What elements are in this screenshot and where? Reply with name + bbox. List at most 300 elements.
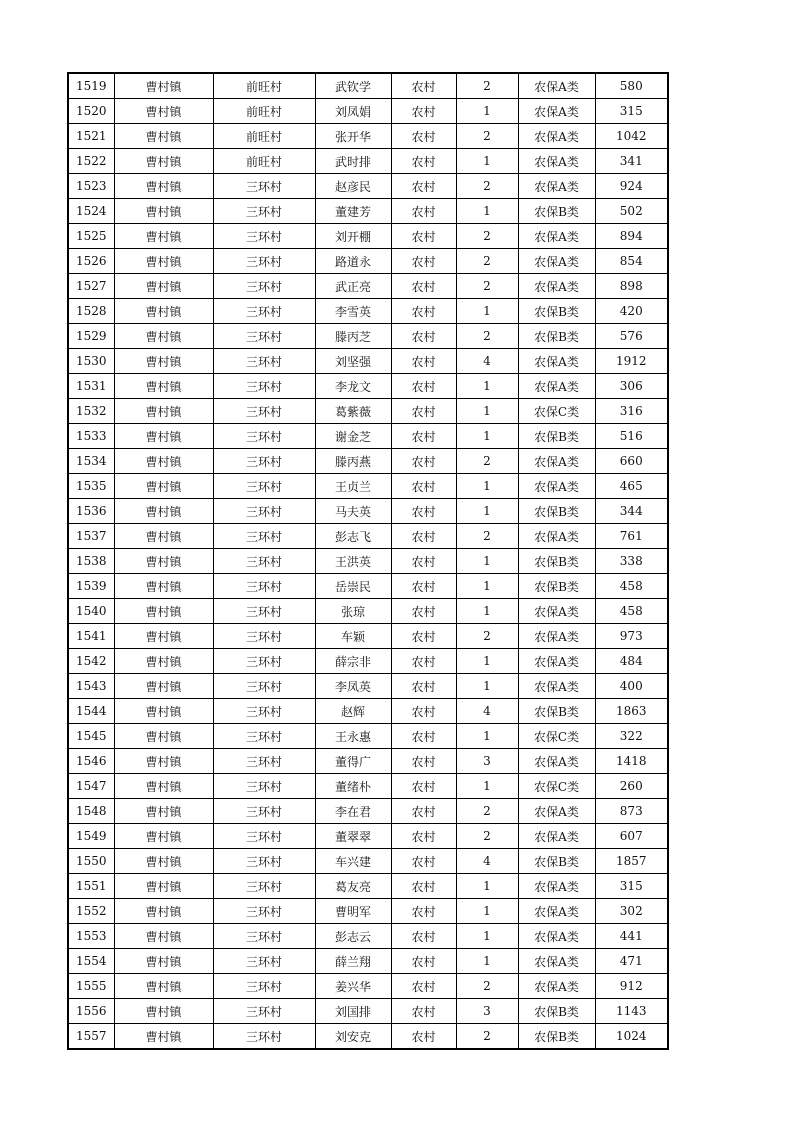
cell-village: 三环村	[213, 449, 315, 474]
cell-name: 刘国排	[315, 999, 391, 1024]
cell-insurance-category: 农保A类	[518, 949, 595, 974]
cell-town: 曹村镇	[114, 199, 213, 224]
cell-insurance-category: 农保A类	[518, 824, 595, 849]
cell-amount: 912	[595, 974, 668, 999]
cell-row-number: 1535	[68, 474, 114, 499]
table-row	[68, 924, 668, 949]
cell-household-type: 农村	[391, 124, 456, 149]
cell-village: 三环村	[213, 899, 315, 924]
cell-town: 曹村镇	[114, 874, 213, 899]
cell-name: 刘安克	[315, 1024, 391, 1050]
cell-amount: 315	[595, 99, 668, 124]
table-row	[68, 749, 668, 774]
cell-town: 曹村镇	[114, 549, 213, 574]
cell-household-type: 农村	[391, 924, 456, 949]
cell-village: 三环村	[213, 974, 315, 999]
cell-member-count: 1	[456, 299, 518, 324]
table-body	[68, 73, 668, 1049]
table-row	[68, 299, 668, 324]
cell-insurance-category: 农保A类	[518, 874, 595, 899]
cell-amount: 341	[595, 149, 668, 174]
cell-name: 刘开棚	[315, 224, 391, 249]
cell-row-number: 1537	[68, 524, 114, 549]
cell-name: 路道永	[315, 249, 391, 274]
cell-village: 三环村	[213, 374, 315, 399]
cell-village: 三环村	[213, 1024, 315, 1050]
cell-town: 曹村镇	[114, 899, 213, 924]
table-row	[68, 224, 668, 249]
cell-amount: 315	[595, 874, 668, 899]
cell-amount: 894	[595, 224, 668, 249]
cell-row-number: 1542	[68, 649, 114, 674]
cell-town: 曹村镇	[114, 449, 213, 474]
cell-amount: 1863	[595, 699, 668, 724]
cell-row-number: 1555	[68, 974, 114, 999]
cell-insurance-category: 农保A类	[518, 349, 595, 374]
cell-insurance-category: 农保B类	[518, 199, 595, 224]
cell-row-number: 1556	[68, 999, 114, 1024]
cell-amount: 1418	[595, 749, 668, 774]
cell-household-type: 农村	[391, 899, 456, 924]
cell-village: 三环村	[213, 999, 315, 1024]
cell-name: 车颖	[315, 624, 391, 649]
cell-town: 曹村镇	[114, 674, 213, 699]
cell-household-type: 农村	[391, 1024, 456, 1050]
cell-insurance-category: 农保C类	[518, 724, 595, 749]
cell-member-count: 4	[456, 699, 518, 724]
cell-amount: 458	[595, 574, 668, 599]
cell-town: 曹村镇	[114, 99, 213, 124]
cell-village: 三环村	[213, 299, 315, 324]
cell-amount: 420	[595, 299, 668, 324]
table-row	[68, 774, 668, 799]
cell-household-type: 农村	[391, 699, 456, 724]
cell-name: 彭志云	[315, 924, 391, 949]
cell-insurance-category: 农保A类	[518, 649, 595, 674]
table-row	[68, 674, 668, 699]
cell-village: 三环村	[213, 824, 315, 849]
table-row	[68, 624, 668, 649]
cell-name: 张开华	[315, 124, 391, 149]
cell-member-count: 1	[456, 674, 518, 699]
cell-member-count: 4	[456, 349, 518, 374]
cell-row-number: 1547	[68, 774, 114, 799]
cell-village: 三环村	[213, 849, 315, 874]
cell-row-number: 1540	[68, 599, 114, 624]
cell-amount: 471	[595, 949, 668, 974]
cell-row-number: 1526	[68, 249, 114, 274]
cell-member-count: 1	[456, 649, 518, 674]
cell-village: 三环村	[213, 474, 315, 499]
cell-insurance-category: 农保A类	[518, 974, 595, 999]
cell-village: 三环村	[213, 649, 315, 674]
cell-village: 三环村	[213, 949, 315, 974]
data-table	[67, 72, 669, 1050]
cell-town: 曹村镇	[114, 174, 213, 199]
cell-village: 三环村	[213, 699, 315, 724]
table-row	[68, 849, 668, 874]
cell-village: 三环村	[213, 524, 315, 549]
cell-town: 曹村镇	[114, 1024, 213, 1050]
cell-village: 三环村	[213, 774, 315, 799]
table-row	[68, 174, 668, 199]
cell-village: 三环村	[213, 749, 315, 774]
cell-village: 三环村	[213, 399, 315, 424]
cell-insurance-category: 农保A类	[518, 274, 595, 299]
table-row	[68, 249, 668, 274]
cell-insurance-category: 农保A类	[518, 124, 595, 149]
cell-row-number: 1531	[68, 374, 114, 399]
cell-town: 曹村镇	[114, 324, 213, 349]
cell-row-number: 1530	[68, 349, 114, 374]
cell-town: 曹村镇	[114, 124, 213, 149]
cell-village: 三环村	[213, 224, 315, 249]
cell-member-count: 2	[456, 124, 518, 149]
cell-amount: 924	[595, 174, 668, 199]
cell-household-type: 农村	[391, 824, 456, 849]
cell-village: 三环村	[213, 349, 315, 374]
cell-town: 曹村镇	[114, 349, 213, 374]
cell-household-type: 农村	[391, 974, 456, 999]
cell-member-count: 2	[456, 274, 518, 299]
cell-village: 三环村	[213, 924, 315, 949]
cell-member-count: 2	[456, 1024, 518, 1050]
cell-village: 前旺村	[213, 99, 315, 124]
cell-member-count: 1	[456, 924, 518, 949]
cell-household-type: 农村	[391, 499, 456, 524]
cell-insurance-category: 农保B类	[518, 1024, 595, 1050]
cell-household-type: 农村	[391, 999, 456, 1024]
cell-name: 曹明军	[315, 899, 391, 924]
cell-amount: 502	[595, 199, 668, 224]
cell-member-count: 2	[456, 799, 518, 824]
table-row	[68, 349, 668, 374]
cell-insurance-category: 农保A类	[518, 624, 595, 649]
cell-member-count: 2	[456, 73, 518, 99]
cell-name: 李凤英	[315, 674, 391, 699]
cell-village: 前旺村	[213, 149, 315, 174]
cell-insurance-category: 农保B类	[518, 299, 595, 324]
cell-village: 三环村	[213, 324, 315, 349]
cell-amount: 607	[595, 824, 668, 849]
cell-amount: 1857	[595, 849, 668, 874]
cell-town: 曹村镇	[114, 73, 213, 99]
cell-member-count: 2	[456, 974, 518, 999]
cell-row-number: 1521	[68, 124, 114, 149]
cell-name: 董得广	[315, 749, 391, 774]
cell-household-type: 农村	[391, 774, 456, 799]
cell-village: 三环村	[213, 799, 315, 824]
cell-name: 赵辉	[315, 699, 391, 724]
cell-row-number: 1545	[68, 724, 114, 749]
table-row	[68, 899, 668, 924]
cell-row-number: 1520	[68, 99, 114, 124]
cell-row-number: 1538	[68, 549, 114, 574]
cell-name: 李雪英	[315, 299, 391, 324]
cell-household-type: 农村	[391, 724, 456, 749]
cell-member-count: 1	[456, 549, 518, 574]
cell-household-type: 农村	[391, 599, 456, 624]
cell-village: 前旺村	[213, 73, 315, 99]
cell-amount: 322	[595, 724, 668, 749]
table-row	[68, 999, 668, 1024]
cell-row-number: 1541	[68, 624, 114, 649]
cell-household-type: 农村	[391, 274, 456, 299]
cell-household-type: 农村	[391, 374, 456, 399]
cell-name: 王永惠	[315, 724, 391, 749]
table-row	[68, 724, 668, 749]
cell-town: 曹村镇	[114, 799, 213, 824]
cell-household-type: 农村	[391, 199, 456, 224]
table-row	[68, 699, 668, 724]
cell-name: 薛宗非	[315, 649, 391, 674]
cell-insurance-category: 农保A类	[518, 149, 595, 174]
cell-insurance-category: 农保A类	[518, 174, 595, 199]
cell-row-number: 1534	[68, 449, 114, 474]
cell-insurance-category: 农保A类	[518, 73, 595, 99]
cell-amount: 580	[595, 73, 668, 99]
cell-row-number: 1519	[68, 73, 114, 99]
cell-insurance-category: 农保A类	[518, 924, 595, 949]
cell-household-type: 农村	[391, 174, 456, 199]
cell-member-count: 3	[456, 749, 518, 774]
cell-insurance-category: 农保C类	[518, 399, 595, 424]
cell-insurance-category: 农保B类	[518, 574, 595, 599]
cell-row-number: 1552	[68, 899, 114, 924]
cell-row-number: 1533	[68, 424, 114, 449]
cell-village: 三环村	[213, 174, 315, 199]
table-row	[68, 199, 668, 224]
cell-household-type: 农村	[391, 799, 456, 824]
cell-name: 武时排	[315, 149, 391, 174]
cell-village: 三环村	[213, 424, 315, 449]
cell-town: 曹村镇	[114, 574, 213, 599]
cell-insurance-category: 农保A类	[518, 749, 595, 774]
cell-town: 曹村镇	[114, 274, 213, 299]
cell-name: 武正亮	[315, 274, 391, 299]
table-row	[68, 524, 668, 549]
cell-amount: 260	[595, 774, 668, 799]
cell-name: 彭志飞	[315, 524, 391, 549]
cell-row-number: 1528	[68, 299, 114, 324]
cell-row-number: 1549	[68, 824, 114, 849]
cell-name: 刘坚强	[315, 349, 391, 374]
table-row	[68, 99, 668, 124]
cell-amount: 761	[595, 524, 668, 549]
cell-member-count: 2	[456, 174, 518, 199]
cell-household-type: 农村	[391, 249, 456, 274]
cell-village: 三环村	[213, 599, 315, 624]
cell-amount: 1042	[595, 124, 668, 149]
cell-town: 曹村镇	[114, 749, 213, 774]
cell-member-count: 2	[456, 224, 518, 249]
cell-insurance-category: 农保B类	[518, 424, 595, 449]
cell-insurance-category: 农保A类	[518, 374, 595, 399]
cell-town: 曹村镇	[114, 724, 213, 749]
cell-town: 曹村镇	[114, 524, 213, 549]
cell-row-number: 1524	[68, 199, 114, 224]
cell-town: 曹村镇	[114, 399, 213, 424]
cell-town: 曹村镇	[114, 699, 213, 724]
cell-village: 三环村	[213, 199, 315, 224]
cell-household-type: 农村	[391, 649, 456, 674]
cell-name: 张琼	[315, 599, 391, 624]
cell-name: 葛友亮	[315, 874, 391, 899]
cell-member-count: 4	[456, 849, 518, 874]
cell-name: 岳崇民	[315, 574, 391, 599]
table-row	[68, 274, 668, 299]
table-row	[68, 974, 668, 999]
table-row	[68, 799, 668, 824]
table-row	[68, 874, 668, 899]
cell-village: 三环村	[213, 274, 315, 299]
cell-household-type: 农村	[391, 349, 456, 374]
cell-household-type: 农村	[391, 849, 456, 874]
cell-name: 马夫英	[315, 499, 391, 524]
cell-insurance-category: 农保A类	[518, 799, 595, 824]
cell-insurance-category: 农保B类	[518, 849, 595, 874]
cell-town: 曹村镇	[114, 424, 213, 449]
cell-name: 董翠翠	[315, 824, 391, 849]
cell-amount: 1143	[595, 999, 668, 1024]
cell-member-count: 3	[456, 999, 518, 1024]
table-row	[68, 374, 668, 399]
cell-member-count: 1	[456, 199, 518, 224]
cell-insurance-category: 农保B类	[518, 699, 595, 724]
cell-household-type: 农村	[391, 449, 456, 474]
cell-amount: 1912	[595, 349, 668, 374]
cell-household-type: 农村	[391, 149, 456, 174]
cell-member-count: 2	[456, 824, 518, 849]
cell-amount: 400	[595, 674, 668, 699]
cell-household-type: 农村	[391, 524, 456, 549]
cell-name: 王贞兰	[315, 474, 391, 499]
cell-amount: 898	[595, 274, 668, 299]
cell-name: 谢金芝	[315, 424, 391, 449]
cell-insurance-category: 农保A类	[518, 249, 595, 274]
cell-amount: 338	[595, 549, 668, 574]
cell-member-count: 1	[456, 499, 518, 524]
cell-town: 曹村镇	[114, 474, 213, 499]
cell-town: 曹村镇	[114, 649, 213, 674]
cell-name: 姜兴华	[315, 974, 391, 999]
cell-name: 董建芳	[315, 199, 391, 224]
cell-household-type: 农村	[391, 324, 456, 349]
cell-household-type: 农村	[391, 474, 456, 499]
cell-amount: 576	[595, 324, 668, 349]
cell-town: 曹村镇	[114, 849, 213, 874]
cell-member-count: 2	[456, 524, 518, 549]
cell-member-count: 1	[456, 599, 518, 624]
table-row	[68, 499, 668, 524]
cell-member-count: 1	[456, 724, 518, 749]
cell-member-count: 1	[456, 149, 518, 174]
cell-member-count: 1	[456, 399, 518, 424]
table-row	[68, 399, 668, 424]
cell-row-number: 1551	[68, 874, 114, 899]
cell-amount: 516	[595, 424, 668, 449]
cell-member-count: 1	[456, 574, 518, 599]
cell-amount: 316	[595, 399, 668, 424]
cell-name: 武钦学	[315, 73, 391, 99]
cell-insurance-category: 农保A类	[518, 474, 595, 499]
cell-row-number: 1550	[68, 849, 114, 874]
cell-town: 曹村镇	[114, 374, 213, 399]
cell-town: 曹村镇	[114, 599, 213, 624]
cell-member-count: 1	[456, 99, 518, 124]
cell-row-number: 1523	[68, 174, 114, 199]
cell-amount: 344	[595, 499, 668, 524]
cell-household-type: 农村	[391, 749, 456, 774]
cell-town: 曹村镇	[114, 149, 213, 174]
cell-amount: 873	[595, 799, 668, 824]
table-row	[68, 324, 668, 349]
cell-insurance-category: 农保C类	[518, 774, 595, 799]
cell-member-count: 1	[456, 474, 518, 499]
table-row	[68, 474, 668, 499]
cell-amount: 660	[595, 449, 668, 474]
cell-insurance-category: 农保A类	[518, 224, 595, 249]
cell-row-number: 1548	[68, 799, 114, 824]
cell-member-count: 2	[456, 324, 518, 349]
cell-row-number: 1546	[68, 749, 114, 774]
cell-insurance-category: 农保A类	[518, 599, 595, 624]
cell-village: 三环村	[213, 724, 315, 749]
cell-member-count: 2	[456, 449, 518, 474]
cell-town: 曹村镇	[114, 249, 213, 274]
cell-amount: 306	[595, 374, 668, 399]
cell-household-type: 农村	[391, 674, 456, 699]
cell-insurance-category: 农保B类	[518, 549, 595, 574]
cell-town: 曹村镇	[114, 824, 213, 849]
cell-amount: 465	[595, 474, 668, 499]
cell-amount: 458	[595, 599, 668, 624]
cell-name: 薛兰翔	[315, 949, 391, 974]
cell-row-number: 1536	[68, 499, 114, 524]
cell-name: 李在君	[315, 799, 391, 824]
table-row	[68, 1024, 668, 1050]
cell-insurance-category: 农保B类	[518, 324, 595, 349]
cell-amount: 441	[595, 924, 668, 949]
cell-household-type: 农村	[391, 73, 456, 99]
cell-name: 滕丙燕	[315, 449, 391, 474]
cell-insurance-category: 农保A类	[518, 524, 595, 549]
cell-row-number: 1522	[68, 149, 114, 174]
table-row	[68, 824, 668, 849]
cell-village: 三环村	[213, 249, 315, 274]
cell-household-type: 农村	[391, 299, 456, 324]
cell-town: 曹村镇	[114, 999, 213, 1024]
cell-row-number: 1532	[68, 399, 114, 424]
cell-row-number: 1557	[68, 1024, 114, 1050]
cell-name: 刘凤娟	[315, 99, 391, 124]
cell-name: 李龙文	[315, 374, 391, 399]
table-row	[68, 949, 668, 974]
cell-town: 曹村镇	[114, 774, 213, 799]
cell-town: 曹村镇	[114, 924, 213, 949]
cell-member-count: 1	[456, 874, 518, 899]
cell-member-count: 1	[456, 949, 518, 974]
cell-amount: 854	[595, 249, 668, 274]
cell-insurance-category: 农保B类	[518, 499, 595, 524]
cell-insurance-category: 农保A类	[518, 99, 595, 124]
table-row	[68, 649, 668, 674]
cell-town: 曹村镇	[114, 949, 213, 974]
cell-insurance-category: 农保B类	[518, 999, 595, 1024]
cell-member-count: 2	[456, 624, 518, 649]
cell-insurance-category: 农保A类	[518, 899, 595, 924]
cell-name: 赵彦民	[315, 174, 391, 199]
